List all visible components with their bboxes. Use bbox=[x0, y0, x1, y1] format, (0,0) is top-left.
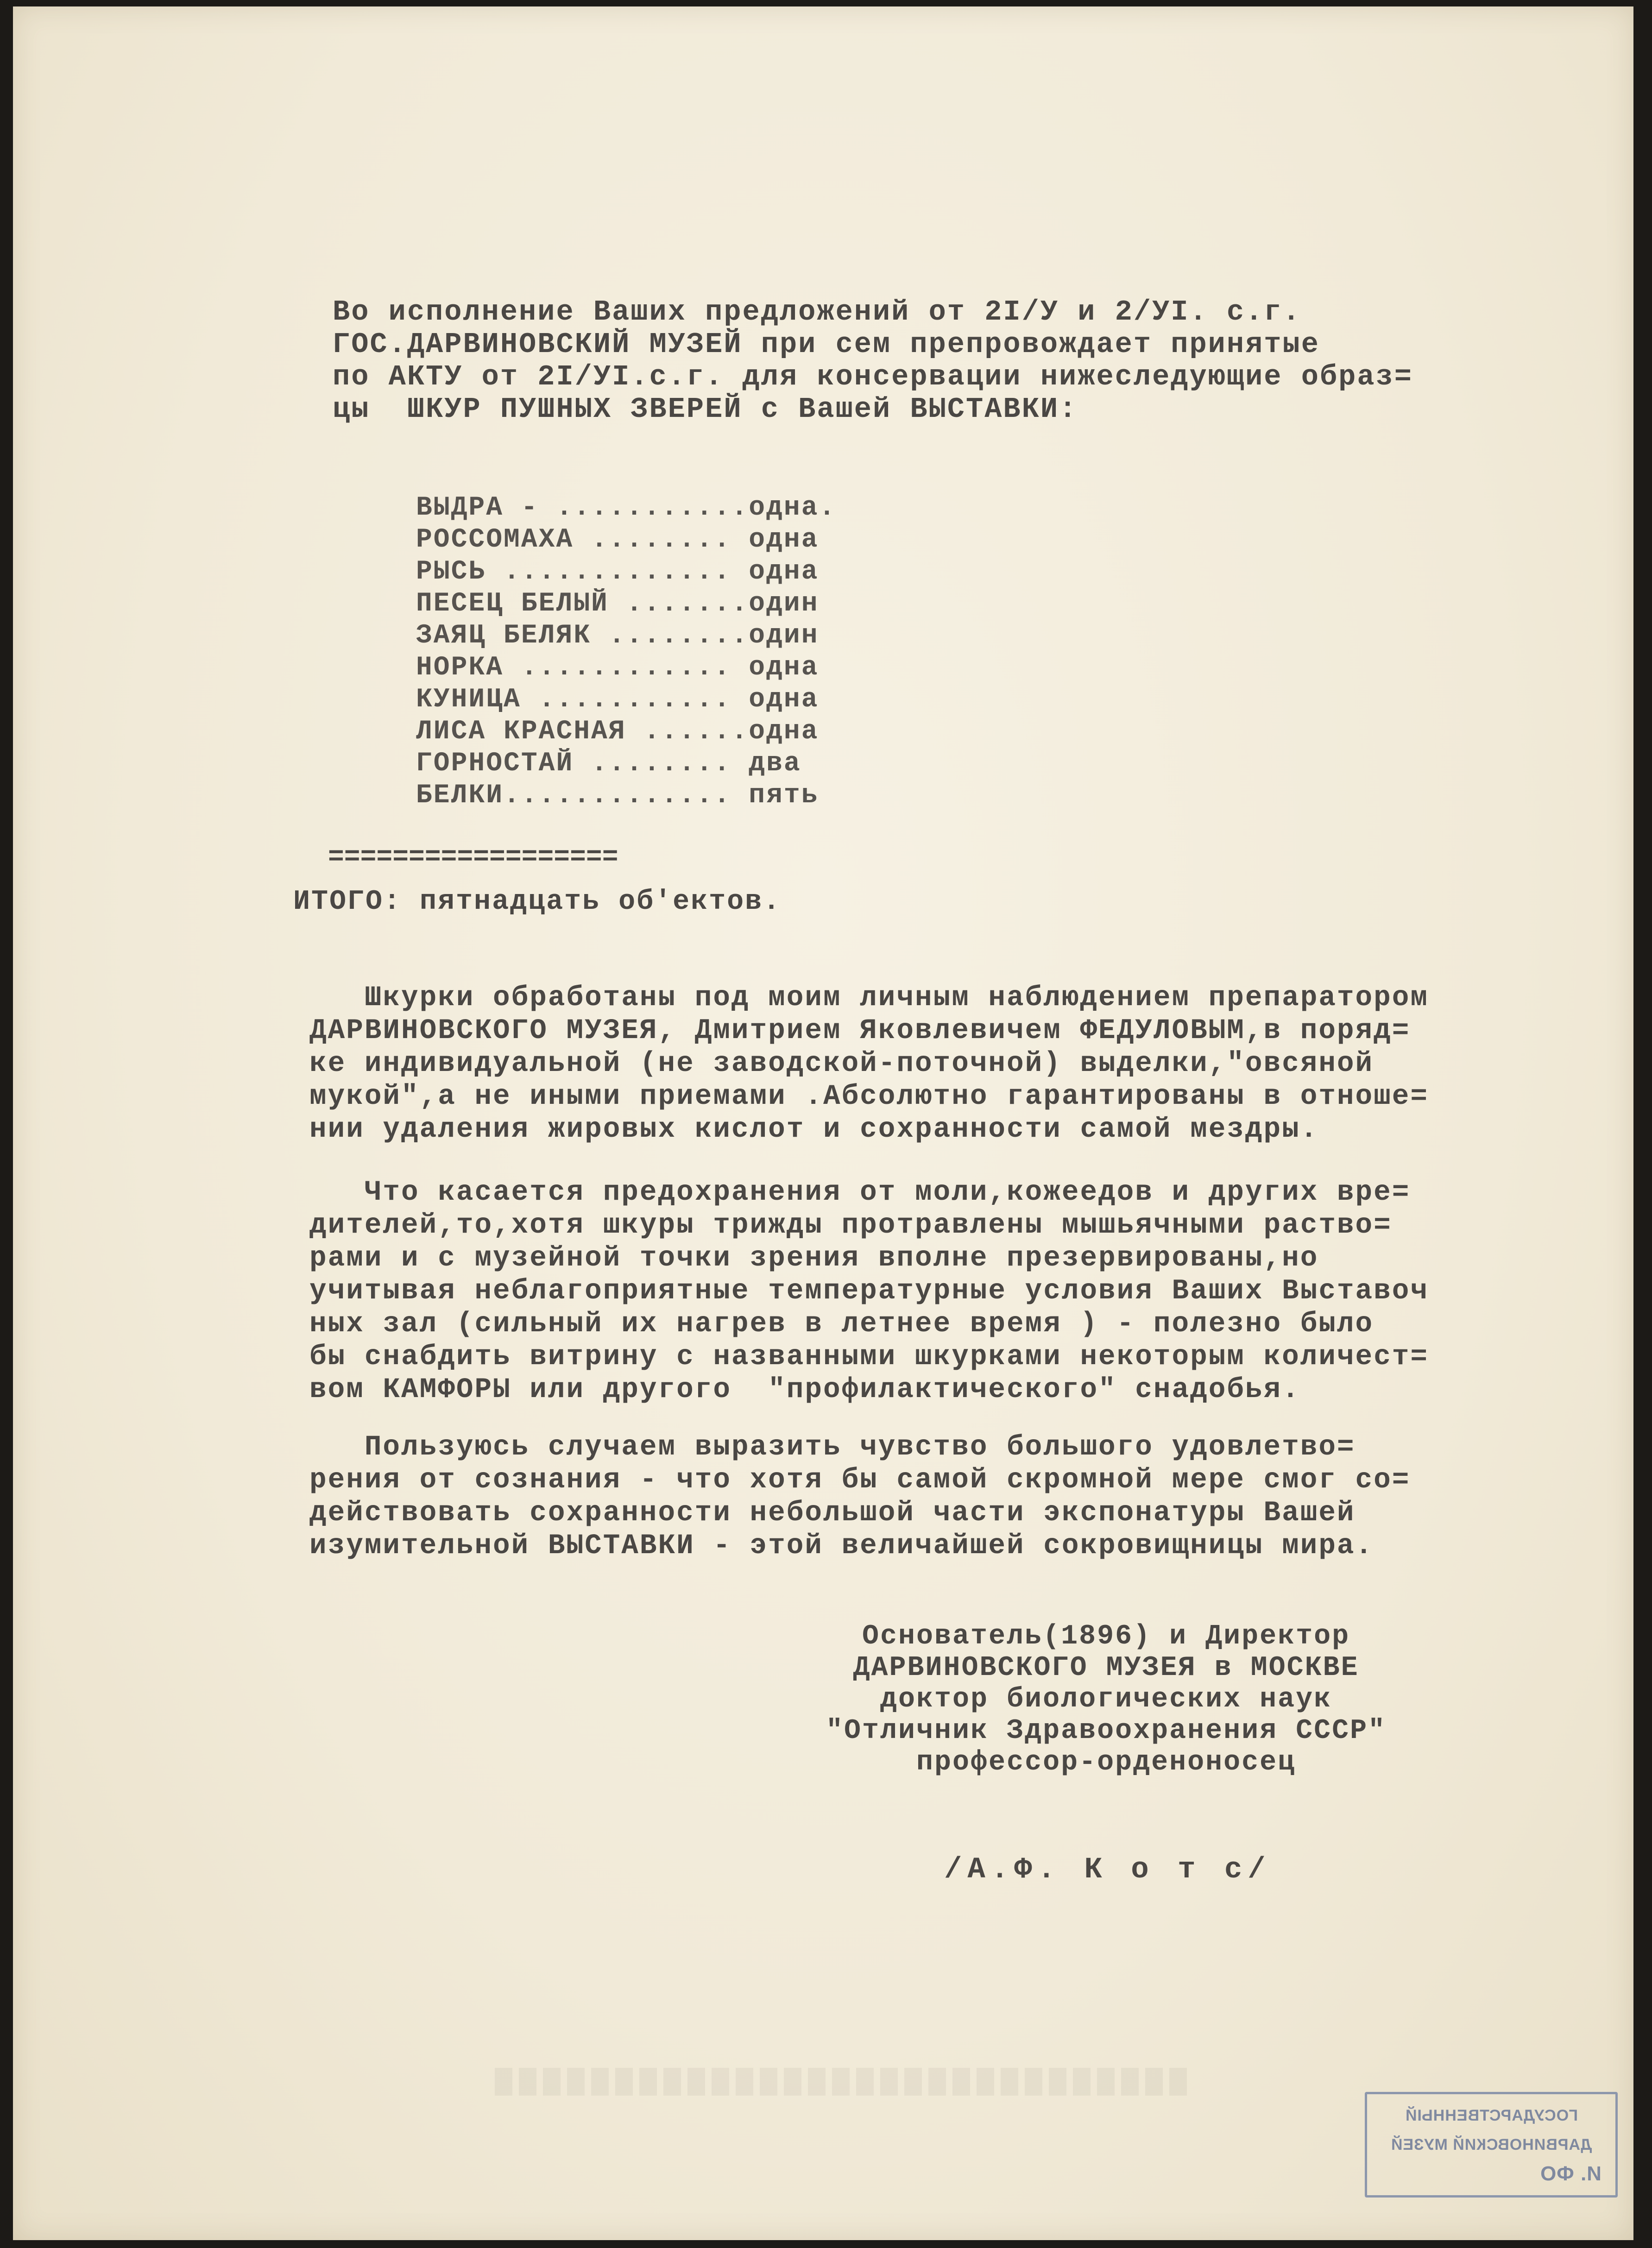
inventory-item: РЫСЬ ............. одна bbox=[416, 557, 819, 587]
signatory-titles: Основатель(1896) и Директор ДАРВИНОВСКОГО МУЗЕЯ в МОСКВЕ доктор биологических наук "Отличник Здравоохранения СССР" профессор-орденоносец bbox=[826, 1621, 1387, 1778]
inventory-item: ЗАЯЦ БЕЛЯК ........один bbox=[416, 621, 819, 651]
inventory-item: НОРКА ............ одна bbox=[416, 653, 819, 683]
preservation-paragraph: Что касается предохранения от моли,кожеедов и других вре= дителей,то,хотя шкуры трижды протравлены мышьячными раство= рами и с музейной точки зрения вполне презервированы,но учитывая неблагоприятные температурные условия Ваших Выставоч ных зал (сильный их нагрев в летнее время ) - полезно было бы снабдить витрину с названными шкурками некоторым количест= вом КАМФОРЫ или другого "профилактического" снадобья. bbox=[309, 1177, 1429, 1406]
stamp-line: ГОСУДАРСТВЕННЫЙ bbox=[1405, 2106, 1578, 2124]
processing-paragraph: Шкурки обработаны под моим личным наблюдением препаратором ДАРВИНОВСКОГО МУЗЕЯ, Дмитрием Яковлевичем ФЕДУЛОВЫМ,в поряд= ке индивидуальной (не заводской-поточной) выделки,"овсяной мукой",а не иными приемами .Абсолютно гарантированы в отноше= нии удаления жировых кислот и сохранности самой мездры. bbox=[309, 982, 1429, 1146]
total-line: ИТОГО: пятнадцать об'ектов. bbox=[293, 886, 782, 918]
stamp-line: ДАРВИНОВСКИЙ МУЗЕЙ bbox=[1390, 2135, 1592, 2154]
inventory-item: КУНИЦА ........... одна bbox=[416, 685, 819, 715]
inventory-item: ПЕСЕЦ БЕЛЫЙ .......один bbox=[416, 589, 819, 619]
stamp-id: И. ФО bbox=[1540, 2162, 1602, 2185]
inventory-item: РОССОМАХА ........ одна bbox=[416, 525, 819, 555]
inventory-item: ГОРНОСТАЙ ........ два bbox=[416, 749, 801, 779]
archive-stamp bbox=[1365, 2092, 1618, 2198]
total-divider: ================== bbox=[328, 843, 618, 873]
inventory-item: ВЫДРА - ...........одна. bbox=[416, 493, 837, 523]
closing-paragraph: Пользуюсь случаем выразить чувство большого удовлетво= рения от сознания - что хотя бы самой скромной мере смог со= действовать сохранности небольшой части экспонатуры Вашей изумительной ВЫСТАВКИ - этой величайшей сокровищницы мира. bbox=[309, 1431, 1411, 1562]
document-sheet bbox=[13, 6, 1633, 2240]
faded-show-through-text bbox=[495, 2068, 1190, 2096]
intro-paragraph: Во исполнение Ваших предложений от 2I/У и 2/УI. с.г. ГОС.ДАРВИНОВСКИЙ МУЗЕЙ при сем препровождает принятые по АКТУ от 2I/УI.с.г. для консервации нижеследующие образ= цы ШКУР ПУШНЫХ ЗВЕРЕЙ с Вашей ВЫСТАВКИ: bbox=[333, 296, 1413, 426]
signature: /А.Ф. К о т с/ bbox=[944, 1853, 1271, 1887]
inventory-item: БЕЛКИ............. пять bbox=[416, 781, 819, 811]
inventory-list bbox=[416, 492, 836, 812]
inventory-item: ЛИСА КРАСНАЯ ......одна bbox=[416, 717, 819, 747]
